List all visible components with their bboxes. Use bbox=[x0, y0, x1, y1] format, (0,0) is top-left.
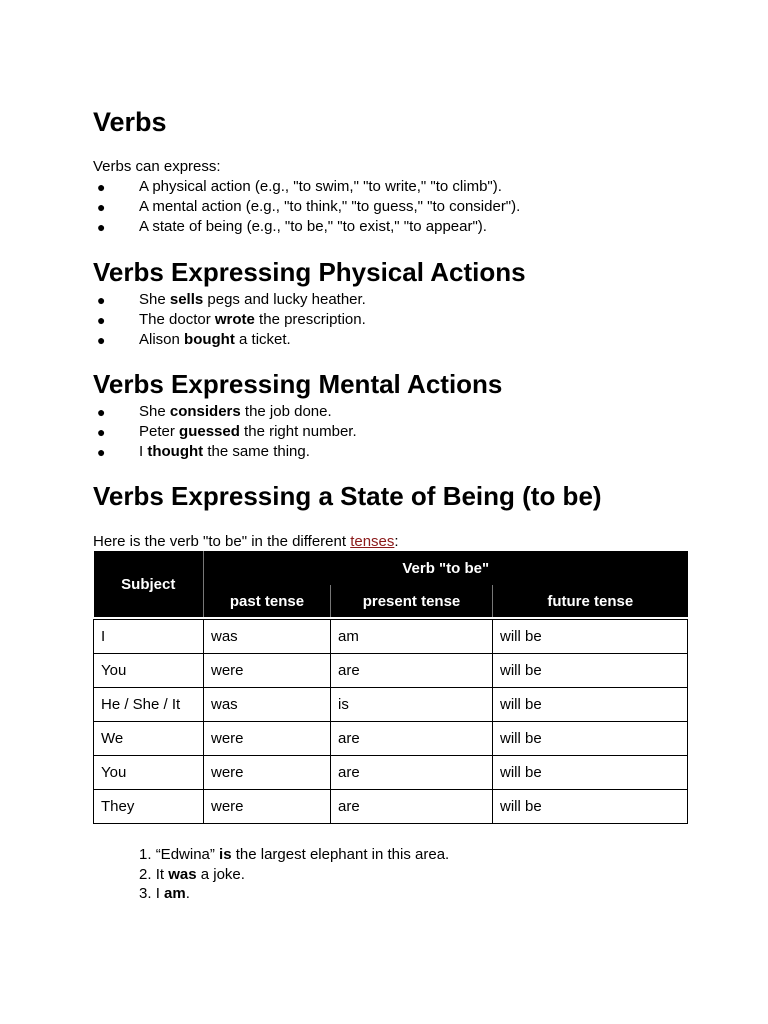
list-item: ● A mental action (e.g., "to think," "to guess," "to consider"). bbox=[97, 198, 521, 215]
mental-list bbox=[93, 402, 357, 462]
verb-highlight: thought bbox=[147, 443, 204, 460]
table-row bbox=[94, 722, 688, 756]
table-row bbox=[94, 756, 688, 790]
state-heading: Verbs Expressing a State of Being (to be) bbox=[93, 481, 602, 511]
table-cell: am bbox=[331, 620, 493, 654]
table-cell: will be bbox=[493, 620, 688, 654]
list-item: ● She sells pegs and lucky heather. bbox=[97, 291, 366, 308]
list-item: ● I thought the same thing. bbox=[97, 443, 310, 460]
subject-header: Subject bbox=[94, 551, 204, 617]
table-cell: He / She / It bbox=[94, 688, 204, 722]
table-cell: I bbox=[94, 620, 204, 654]
list-item: 2. It was a joke. bbox=[139, 865, 245, 883]
mental-heading: Verbs Expressing Mental Actions bbox=[93, 369, 503, 399]
table-cell: will be bbox=[493, 722, 688, 756]
bullet-icon: ● bbox=[97, 444, 106, 460]
verb-highlight: wrote bbox=[214, 311, 255, 328]
bullet-icon: ● bbox=[97, 179, 106, 195]
table-cell: are bbox=[331, 756, 493, 790]
tenses-link[interactable]: tenses bbox=[350, 533, 395, 550]
list-item: ● A physical action (e.g., "to swim," "to write," "to climb"). bbox=[97, 178, 502, 195]
column-header: past tense bbox=[204, 585, 331, 617]
examples-list bbox=[139, 845, 449, 904]
list-item: 1. “Edwina” is the largest elephant in this area. bbox=[139, 846, 450, 863]
table-cell: were bbox=[204, 790, 331, 824]
table-cell: were bbox=[204, 756, 331, 790]
table-cell: will be bbox=[493, 790, 688, 824]
list-item: ● She considers the job done. bbox=[97, 403, 332, 420]
table-row bbox=[94, 620, 688, 654]
intro-text: Verbs can express: bbox=[93, 158, 221, 175]
list-item: ● Alison bought a ticket. bbox=[97, 331, 291, 348]
table-row bbox=[94, 790, 688, 824]
verb-highlight: am bbox=[164, 885, 186, 902]
verb-group-header: Verb "to be" bbox=[204, 551, 688, 585]
page-title: Verbs bbox=[93, 107, 167, 137]
table-cell: are bbox=[331, 722, 493, 756]
verb-to-be-table bbox=[93, 551, 688, 824]
list-item: ● Peter guessed the right number. bbox=[97, 423, 357, 440]
bullet-icon: ● bbox=[97, 332, 106, 348]
bullet-icon: ● bbox=[97, 312, 106, 328]
bullet-icon: ● bbox=[97, 292, 106, 308]
bullet-icon: ● bbox=[97, 219, 106, 235]
verb-highlight: was bbox=[168, 865, 197, 883]
tenses-intro: Here is the verb "to be" in the different tenses: bbox=[93, 533, 399, 550]
verb-highlight: is bbox=[219, 846, 232, 863]
intro-list bbox=[93, 177, 520, 237]
verb-highlight: bought bbox=[184, 331, 235, 348]
physical-list bbox=[93, 290, 366, 350]
column-header: future tense bbox=[493, 585, 688, 617]
table-cell: was bbox=[204, 688, 331, 722]
table-cell: were bbox=[204, 722, 331, 756]
bullet-icon: ● bbox=[97, 424, 106, 440]
table-cell: They bbox=[94, 790, 204, 824]
table-row bbox=[94, 688, 688, 722]
table-cell: will be bbox=[493, 756, 688, 790]
verb-highlight: guessed bbox=[179, 423, 240, 440]
verb-highlight: considers bbox=[169, 403, 241, 420]
table-cell: are bbox=[331, 654, 493, 688]
column-header: present tense bbox=[331, 585, 493, 617]
table-cell: We bbox=[94, 722, 204, 756]
table-row bbox=[94, 654, 688, 688]
list-item: ● A state of being (e.g., "to be," "to exist," "to appear"). bbox=[97, 218, 487, 235]
table-cell: will be bbox=[493, 654, 688, 688]
table-cell: will be bbox=[493, 688, 688, 722]
list-item: 3. I am. bbox=[139, 885, 190, 902]
list-item: ● The doctor wrote the prescription. bbox=[97, 311, 366, 328]
table-cell: You bbox=[94, 756, 204, 790]
table-cell: are bbox=[331, 790, 493, 824]
table-cell: is bbox=[331, 688, 493, 722]
table-cell: was bbox=[204, 620, 331, 654]
table-cell: were bbox=[204, 654, 331, 688]
physical-heading: Verbs Expressing Physical Actions bbox=[93, 257, 526, 287]
bullet-icon: ● bbox=[97, 199, 106, 215]
bullet-icon: ● bbox=[97, 404, 106, 420]
verb-highlight: sells bbox=[169, 291, 204, 308]
table-cell: You bbox=[94, 654, 204, 688]
